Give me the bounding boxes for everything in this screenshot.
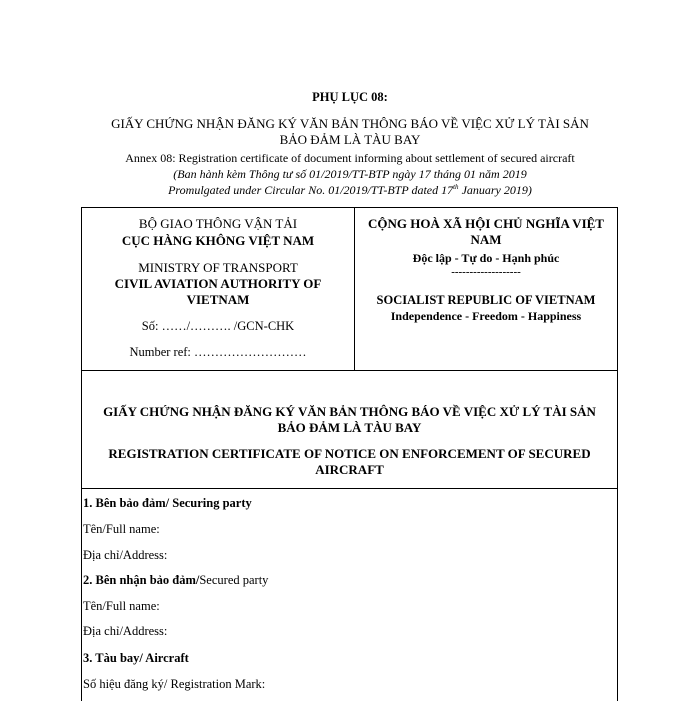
appendix-label: PHỤ LỤC 08: [312,90,388,104]
promulgated-text: Promulgated under Circular No. 01/2019/TT-BTP dated 17 [168,183,454,197]
certificate-title-en-line1: REGISTRATION CERTIFICATE OF NOTICE ON ENFORCEMENT OF SECURED [108,446,591,461]
republic-en: SOCIALIST REPUBLIC OF VIETNAM [376,293,596,307]
motto-vn: Độc lập - Tự do - Hạnh phúc [412,251,560,265]
document-number-vn: Số: ……/………. /GCN-CHK [141,319,295,333]
certificate-title-en-line2: AIRCRAFT [315,462,384,477]
certificate-bottom-rule [82,488,617,489]
authority-en-line2: VIETNAM [186,292,250,307]
republic-vn-line1: CỘNG HOÀ XÃ HỘI CHỦ NGHĨA VIỆT [368,216,604,231]
secured-party-name-field: Tên/Full name: [83,599,160,613]
secured-party-heading [83,573,268,588]
securing-party-address-field: Địa chỉ/Address: [83,548,168,562]
certificate-title-en [82,446,617,478]
promulgated-under-en [0,183,700,198]
certificate-title-vn-line2: BẢO ĐẢM LÀ TÀU BAY [277,420,422,435]
certificate-title-vn [82,404,617,436]
secured-party-heading-bold: 2. Bên nhận bảo đảm/ [83,573,200,587]
motto-en: Independence - Freedom - Happiness [390,309,582,323]
republic-vn-line2: NAM [470,232,502,247]
document-title-vn [0,116,700,148]
ministry-en: MINISTRY OF TRANSPORT [138,260,298,275]
promulgated-suffix: January 2019) [458,183,532,197]
document-title-vn-line2: BẢO ĐẢM LÀ TÀU BAY [279,132,421,147]
issued-under-vn: (Ban hành kèm Thông tư số 01/2019/TT-BTP ngày 17 tháng 01 năm 2019 [173,167,527,181]
certificate-title-vn-line1: GIẤY CHỨNG NHẬN ĐĂNG KÝ VĂN BẢN THÔNG BÁO VỀ VIỆC XỬ LÝ TÀI SẢN [103,404,596,419]
motto-divider: ------------------- [451,266,521,278]
securing-party-heading: 1. Bên bảo đảm/ Securing party [83,496,252,510]
securing-party-name-field: Tên/Full name: [83,522,160,536]
form-table [81,207,618,701]
document-title-vn-line1: GIẤY CHỨNG NHẬN ĐĂNG KÝ VĂN BẢN THÔNG BÁO VỀ VIỆC XỬ LÝ TÀI SẢN [111,116,589,131]
annex-title-en: Annex 08: Registration certificate of document informing about settlement of secured aircraft [125,151,575,165]
promulgated-superscript: th [453,183,459,191]
header-bottom-rule [82,370,617,371]
ministry-vn: BỘ GIAO THÔNG VẬN TẢI [138,216,298,231]
aircraft-heading: 3. Tàu bay/ Aircraft [83,651,189,665]
republic-vn [355,216,617,248]
authority-vn: CỤC HÀNG KHÔNG VIỆT NAM [121,233,315,248]
registration-mark-field: Số hiệu đăng ký/ Registration Mark: [83,677,266,691]
secured-party-address-field: Địa chỉ/Address: [83,624,168,638]
document-number-en: Number ref: ……………………… [129,345,307,359]
authority-en-line1: CIVIL AVIATION AUTHORITY OF [114,276,322,291]
secured-party-heading-rest: Secured party [199,573,269,587]
